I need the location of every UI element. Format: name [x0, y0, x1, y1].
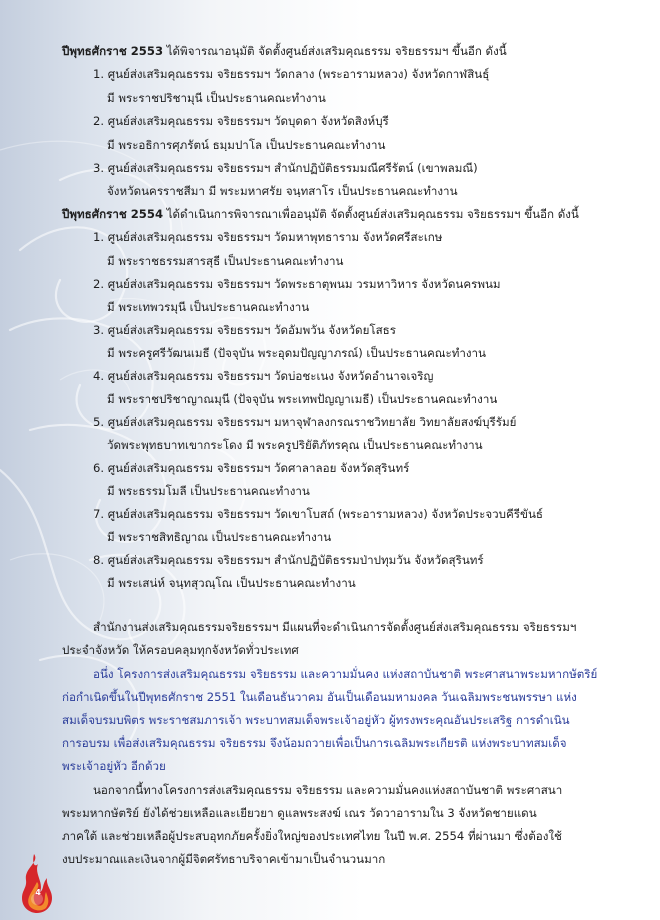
list-item: 1. ศูนย์ส่งเสริมคุณธรรม จริยธรรมฯ วัดกลาง (พระอารามหลวง) จังหวัดกาฬสินธุ์: [93, 67, 490, 81]
list-item-detail: มี พระธรรมโมลี เป็นประธานคณะทำงาน: [107, 484, 310, 498]
list-item-detail: มี พระราชปริชามุนี เป็นประธานคณะทำงาน: [107, 91, 326, 105]
list-item-detail: มี พระอธิการศุภรัตน์ ธมฺมปาโล เป็นประธานคณะทำงาน: [107, 138, 386, 152]
list-item-detail: มี พระเสน่ห์ จนฺทสุวณฺโณ เป็นประธานคณะทำงาน: [107, 576, 356, 590]
list-item: 3. ศูนย์ส่งเสริมคุณธรรม จริยธรรมฯ สำนักปฏิบัติธรรมมณีศรีรัตน์ (เขาพลมณี): [93, 161, 478, 175]
list-item: 8. ศูนย์ส่งเสริมคุณธรรม จริยธรรมฯ สำนักปฏิบัติธรรมป่าปทุมวัน จังหวัดสุรินทร์: [93, 553, 484, 567]
list-item-detail: จังหวัดนครราชสีมา มี พระมหาศรัย จนฺทสาโร เป็นประธานคณะทำงาน: [107, 184, 458, 198]
list-item: 1. ศูนย์ส่งเสริมคุณธรรม จริยธรรมฯ วัดมหาพุทธาราม จังหวัดศรีสะเกษ: [93, 230, 443, 244]
paragraph-line: งบประมาณและเงินจากผู้มีจิตศรัทธาบริจาคเข้ามาเป็นจำนวนมาก: [62, 852, 386, 866]
section-2553-heading: [62, 46, 507, 58]
paragraph-line: นอกจากนี้ทางโครงการส่งเสริมคุณธรรม จริยธรรม และความมั่นคงแห่งสถาบันชาติ พระศาสนา: [93, 783, 563, 797]
list-item: 5. ศูนย์ส่งเสริมคุณธรรม จริยธรรมฯ มหาจุฬาลงกรณราชวิทยาลัย วิทยาลัยสงฆ์บุรีรัมย์: [93, 415, 517, 429]
section-2553-intro: ได้พิจารณาอนุมัติ จัดตั้งศูนย์ส่งเสริมคุณธรรม จริยธรรมฯ ขึ้นอีก ดังนี้: [163, 44, 507, 58]
list-item-detail: มี พระราชธรรมสารสุธี เป็นประธานคณะทำงาน: [107, 254, 344, 268]
paragraph-line-highlight: พระเจ้าอยู่หัว อีกด้วย: [62, 759, 166, 773]
list-item: 6. ศูนย์ส่งเสริมคุณธรรม จริยธรรมฯ วัดศาลาลอย จังหวัดสุรินทร์: [93, 461, 410, 475]
section-2554-intro: ได้ดำเนินการพิจารณาเพื่ออนุมัติ จัดตั้งศูนย์ส่งเสริมคุณธรรม จริยธรรมฯ ขึ้นอีก ดังนี้: [163, 207, 579, 221]
flame-logo-icon: [20, 852, 54, 914]
list-item: 3. ศูนย์ส่งเสริมคุณธรรม จริยธรรมฯ วัดอัมพวัน จังหวัดยโสธร: [93, 323, 396, 337]
list-item: 7. ศูนย์ส่งเสริมคุณธรรม จริยธรรมฯ วัดเขาโบสถ์ (พระอารามหลวง) จังหวัดประจวบคีรีขันธ์: [93, 507, 543, 521]
list-item-detail: วัดพระพุทธบาทเขากระโดง มี พระครูปริยัติภัทรคุณ เป็นประธานคณะทำงาน: [107, 438, 483, 452]
page-number: 4: [35, 888, 41, 897]
year-label-2554: ปีพุทธศักราช 2554: [62, 207, 164, 221]
list-item-detail: มี พระครูศรีวัฒนเมธี (ปัจจุบัน พระอุดมปัญญาภรณ์) เป็นประธานคณะทำงาน: [107, 346, 486, 360]
paragraph-line-highlight: ก่อกำเนิดขึ้นในปีพุทธศักราช 2551 ในเดือนธันวาคม อันเป็นเดือนมหามงคล วันเฉลิมพระชนพรรษา แห่ง: [62, 690, 577, 704]
list-item-detail: มี พระเทพวรมุนี เป็นประธานคณะทำงาน: [107, 300, 310, 314]
list-item-detail: มี พระราชปริชาญาณมุนี (ปัจจุบัน พระเทพปัญญาเมธี) เป็นประธานคณะทำงาน: [107, 392, 498, 406]
paragraph-line: ภาคใต้ และช่วยเหลือผู้ประสบอุทกภัยครั้งยิ่งใหญ่ของประเทศไทย ในปี พ.ศ. 2554 ที่ผ่านมา ซึ่งต้องใช้: [62, 829, 562, 843]
year-label-2553: ปีพุทธศักราช 2553: [62, 44, 164, 58]
paragraph-line-highlight: สมเด็จบรมบพิตร พระราชสมภารเจ้า พระบาทสมเด็จพระเจ้าอยู่หัว ผู้ทรงพระคุณอันประเสริฐ การดำเนิน: [62, 713, 570, 727]
paragraph-line: พระมหากษัตริย์ ยังได้ช่วยเหลือและเยียวยา ดูแลพระสงฆ์ เณร วัดวาอารามใน 3 จังหวัดชายแดน: [62, 806, 537, 820]
paragraph-line: สำนักงานส่งเสริมคุณธรรมจริยธรรมฯ มีแผนที่จะดำเนินการจัดตั้งศูนย์ส่งเสริมคุณธรรม จริยธรรมฯ: [93, 620, 577, 634]
list-item: 2. ศูนย์ส่งเสริมคุณธรรม จริยธรรมฯ วัดพระธาตุพนม วรมหาวิหาร จังหวัดนครพนม: [93, 277, 501, 291]
list-item: 4. ศูนย์ส่งเสริมคุณธรรม จริยธรรมฯ วัดบ่อชะเนง จังหวัดอำนาจเจริญ: [93, 369, 434, 383]
section-2554-heading: [62, 209, 579, 221]
paragraph-line: ประจำจังหวัด ให้ครอบคลุมทุกจังหวัดทั่วประเทศ: [62, 643, 299, 657]
paragraph-line-highlight: การอบรม เพื่อส่งเสริมคุณธรรม จริยธรรม จึงน้อมถวายเพื่อเป็นการเฉลิมพระเกียรติ แห่งพระบาทสมเด็จ: [62, 736, 567, 750]
paragraph-line-highlight: อนึ่ง โครงการส่งเสริมคุณธรรม จริยธรรม และความมั่นคง แห่งสถาบันชาติ พระศาสนาพระมหากษัตริย์: [93, 667, 598, 681]
list-item: 2. ศูนย์ส่งเสริมคุณธรรม จริยธรรมฯ วัดบุดดา จังหวัดสิงห์บุรี: [93, 114, 389, 128]
list-item-detail: มี พระราชสิทธิญาณ เป็นประธานคณะทำงาน: [107, 530, 332, 544]
